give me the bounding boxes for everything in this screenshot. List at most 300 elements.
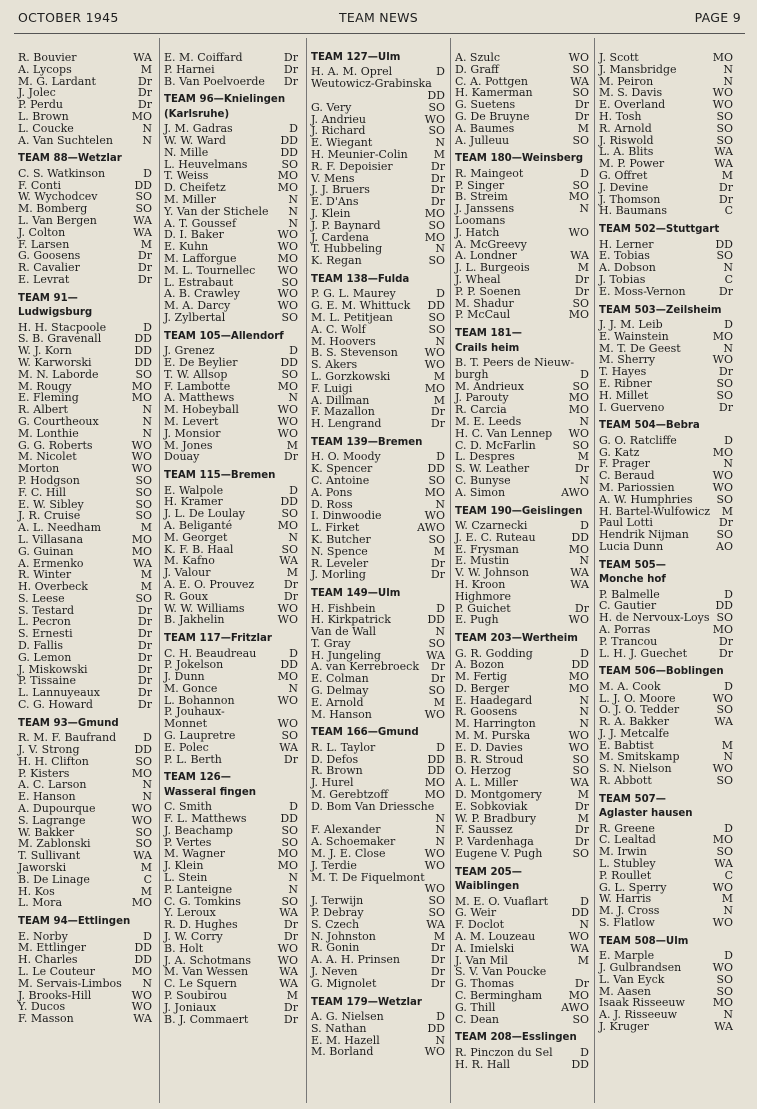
member-name: A. C. Wolf xyxy=(311,322,366,336)
member-name: M. Rougy xyxy=(18,379,72,393)
member-name: A. C. Larson xyxy=(18,778,87,792)
roster-entry xyxy=(164,428,298,440)
roster-entry xyxy=(599,681,733,693)
member-name: R. Winter xyxy=(18,568,72,582)
member-name: M. Sherry xyxy=(599,353,656,367)
member-role: N xyxy=(723,62,733,76)
member-name: V. W. Johnson xyxy=(455,566,529,580)
member-role: MO xyxy=(424,776,445,790)
team-heading: TEAM 190—Geislingen xyxy=(455,505,583,517)
member-role: DD xyxy=(427,764,445,778)
team-heading: TEAM 96—Knielingen xyxy=(164,94,286,106)
member-role: MO xyxy=(277,251,298,265)
roster-entry xyxy=(311,569,445,581)
roster-entry xyxy=(311,161,445,173)
team-location: (Karlsruhe) xyxy=(164,108,230,120)
roster-entry xyxy=(311,383,445,395)
member-name: G. G. Roberts xyxy=(18,438,93,452)
member-name: E. D. Davies xyxy=(455,740,523,754)
member-role: N xyxy=(142,790,152,804)
member-name: F. Luigi xyxy=(311,381,353,395)
member-role: D xyxy=(724,949,733,963)
member-role: DD xyxy=(280,495,298,509)
member-role: MO xyxy=(131,532,152,546)
member-role: MO xyxy=(131,766,152,780)
team-heading: TEAM 180—Weinsberg xyxy=(455,153,584,165)
roster-entry xyxy=(599,111,733,123)
member-name: M. T. De Geest xyxy=(599,341,681,355)
member-role: SO xyxy=(716,388,733,402)
member-name: H. Tosh xyxy=(599,109,642,123)
roster-entry xyxy=(18,897,152,909)
member-name: M. Van Wessen xyxy=(164,965,249,979)
member-role: WO xyxy=(424,707,445,721)
member-role: SO xyxy=(281,310,298,324)
member-role: N xyxy=(435,823,445,837)
member-name: J. Morling xyxy=(311,568,366,582)
member-role: Dr xyxy=(137,627,152,641)
member-role: WO xyxy=(277,414,298,428)
member-name: M. A. Darcy xyxy=(164,299,231,313)
member-name: J. J. Bruers xyxy=(311,183,370,197)
roster-entry xyxy=(455,943,589,955)
member-name: G. Mignolet xyxy=(311,976,377,990)
roster-entry xyxy=(599,775,733,787)
member-name: P. Jouhaux- xyxy=(164,705,225,719)
member-role: N xyxy=(435,1033,445,1047)
member-name: H. Kos xyxy=(18,884,55,898)
member-name: A. Szulc xyxy=(455,51,501,64)
member-role: M xyxy=(433,369,445,383)
member-name: M. Ettlinger xyxy=(18,941,87,955)
member-name: D. Defos xyxy=(311,752,359,766)
member-role: SO xyxy=(135,509,152,523)
member-role: SO xyxy=(281,275,298,289)
member-role: DD xyxy=(134,953,152,967)
roster-entry xyxy=(599,482,733,494)
member-role: Dr xyxy=(137,639,152,653)
member-role: M xyxy=(577,811,589,825)
roster-entry xyxy=(311,149,445,161)
member-role: WA xyxy=(570,776,589,790)
member-role: DD xyxy=(134,743,152,757)
member-role: Dr xyxy=(430,953,445,967)
roster-entry xyxy=(455,286,589,298)
team-heading: TEAM 149—Ulm xyxy=(311,588,401,600)
member-name: J. Neven xyxy=(311,965,358,979)
member-role: Dr xyxy=(430,965,445,979)
member-name: C. Dean xyxy=(455,1012,499,1026)
member-name: M. Servais-Limbos xyxy=(18,976,122,990)
member-role: WO xyxy=(712,691,733,705)
member-name: M. Pariossien xyxy=(599,480,675,494)
member-name: F. Conti xyxy=(18,178,61,192)
roster-entry xyxy=(164,76,298,88)
member-role: N xyxy=(579,918,589,932)
roster-entry xyxy=(455,683,589,695)
roster-entry xyxy=(311,102,445,114)
member-name: P. Perdu xyxy=(18,98,63,112)
member-name: A. Dillman xyxy=(311,393,370,407)
member-role: Dr xyxy=(283,752,298,766)
member-name: J. Kruger xyxy=(599,1020,649,1034)
roster-entry xyxy=(599,378,733,390)
column-divider xyxy=(450,38,451,1103)
member-role: N xyxy=(142,976,152,990)
member-role: WA xyxy=(570,249,589,263)
roster-entry xyxy=(311,208,445,220)
member-role: D xyxy=(724,433,733,447)
member-name: M. Gonce xyxy=(164,681,218,695)
roster-entry xyxy=(164,742,298,754)
member-role: Dr xyxy=(137,603,152,617)
roster-entry xyxy=(311,371,445,383)
member-name: M. Kafno xyxy=(164,554,215,568)
member-role: Dr xyxy=(283,450,298,464)
member-role: M xyxy=(577,788,589,802)
roster-entry xyxy=(18,487,152,499)
member-name: T. Sullivant xyxy=(18,849,81,863)
member-name: L. Firket xyxy=(311,521,360,535)
roster-entry xyxy=(164,1002,298,1014)
roster-entry xyxy=(455,1059,589,1071)
member-name: B. R. Stroud xyxy=(455,752,524,766)
roster-entry xyxy=(311,324,445,336)
member-name: S. Czech xyxy=(311,917,360,931)
member-role: WO xyxy=(424,847,445,861)
member-role: WO xyxy=(277,240,298,254)
member-name: H. Charles xyxy=(18,953,78,967)
member-role: WO xyxy=(277,717,298,731)
member-role: M xyxy=(286,438,298,452)
member-role: D xyxy=(436,287,445,301)
member-role: MO xyxy=(277,181,298,195)
member-name: R. Greene xyxy=(599,821,655,835)
team-heading: TEAM 88—Wetzlar xyxy=(18,153,122,165)
member-role: WO xyxy=(131,462,152,476)
member-name: H. Bartel-Wulfowicz xyxy=(599,504,711,518)
member-name: K. Regan xyxy=(311,254,362,268)
member-role: D xyxy=(289,800,298,814)
roster-entry xyxy=(18,135,152,147)
roster-entry xyxy=(164,265,298,277)
member-name: E. Kuhn xyxy=(164,240,209,254)
member-role: WO xyxy=(712,86,733,100)
member-name: P. Singer xyxy=(455,178,505,192)
member-name: J. Mansbridge xyxy=(599,62,677,76)
member-role: SO xyxy=(428,322,445,336)
member-name: D. Graff xyxy=(455,62,499,76)
member-role: DD xyxy=(427,299,445,313)
member-role: N xyxy=(288,192,298,206)
member-role: N xyxy=(579,717,589,731)
member-name: P. Kisters xyxy=(18,766,70,780)
member-name: L. Mora xyxy=(18,896,62,910)
member-name: B. Streim xyxy=(455,190,508,204)
member-role: D xyxy=(289,483,298,497)
member-name: P. L. Berth xyxy=(164,752,222,766)
member-name: E. Colman xyxy=(311,672,369,686)
member-role: WA xyxy=(279,965,298,979)
member-role: Dr xyxy=(137,650,152,664)
member-name: M. Lafforgue xyxy=(164,251,237,265)
roster-entry xyxy=(18,227,152,239)
member-role: WO xyxy=(131,813,152,827)
member-role: Dr xyxy=(430,568,445,582)
member-role: N xyxy=(723,1008,733,1022)
member-role: SO xyxy=(281,507,298,521)
member-name: J. Gulbrandsen xyxy=(599,961,682,975)
member-name: L. Lannuyeaux xyxy=(18,686,100,700)
member-role: Dr xyxy=(574,272,589,286)
member-role: N xyxy=(579,705,589,719)
member-name: H. Kroon xyxy=(455,577,506,591)
member-name: P. McCaul xyxy=(455,308,511,322)
member-name: W. Czarnecki xyxy=(455,518,528,532)
roster-entry xyxy=(311,1023,445,1035)
member-name: A. Van Suchtelen xyxy=(18,133,113,147)
member-role: SO xyxy=(428,473,445,487)
roster-entry xyxy=(599,123,733,135)
team-heading: TEAM 117—Fritzlar xyxy=(164,633,272,645)
member-role: WO xyxy=(131,1000,152,1014)
member-name: M. Peiron xyxy=(599,74,654,88)
member-name: W. Wychodcev xyxy=(18,190,98,204)
member-name: P. Soubirou xyxy=(164,989,227,1003)
member-role: SO xyxy=(428,636,445,650)
member-name: E. Marple xyxy=(599,949,655,963)
member-role: SO xyxy=(572,438,589,452)
member-role: N xyxy=(288,530,298,544)
member-name: M. J. E. Close xyxy=(311,847,386,861)
member-name: L. Van Eyck xyxy=(599,972,665,986)
member-name: L. Coucke xyxy=(18,121,74,135)
member-role: MO xyxy=(568,308,589,322)
roster-entry xyxy=(311,475,445,487)
member-role: N xyxy=(142,426,152,440)
member-name: C. H. Beaudreau xyxy=(164,646,257,660)
member-name: E. Walpole xyxy=(164,483,224,497)
member-role: MO xyxy=(131,896,152,910)
column-divider xyxy=(306,38,307,1103)
member-name: K. Butcher xyxy=(311,532,371,546)
member-name: R. Cavalier xyxy=(18,261,80,275)
member-name: E. Fleming xyxy=(18,391,79,405)
member-role: Dr xyxy=(137,74,152,88)
member-name: M. G. Lardant xyxy=(18,74,96,88)
member-role: Dr xyxy=(137,615,152,629)
roster-entry xyxy=(599,435,733,447)
member-role: SO xyxy=(572,1012,589,1026)
member-name: J. Joniaux xyxy=(164,1000,217,1014)
member-role: Dr xyxy=(137,698,152,712)
member-role: WO xyxy=(131,450,152,464)
member-name: F. Prager xyxy=(599,457,650,471)
member-role: Dr xyxy=(574,462,589,476)
member-role: M xyxy=(140,884,152,898)
member-name: H. Lengrand xyxy=(311,417,382,431)
roster-entry xyxy=(455,1002,589,1014)
page-header xyxy=(0,10,757,32)
member-role: DD xyxy=(427,1021,445,1035)
team-heading: TEAM 502—Stuttgart xyxy=(599,224,720,236)
member-role: Dr xyxy=(574,823,589,837)
roster-entry xyxy=(311,860,445,872)
member-role: Dr xyxy=(137,272,152,286)
member-role: WO xyxy=(568,740,589,754)
member-name: W. P. Bradbury xyxy=(455,811,537,825)
member-name: C. G. Tomkins xyxy=(164,894,241,908)
member-role: SO xyxy=(716,121,733,135)
member-role: N xyxy=(288,681,298,695)
member-name: J. Tobias xyxy=(599,272,646,286)
member-name: G. Lemon xyxy=(18,650,72,664)
roster-entry xyxy=(164,312,298,324)
member-role: D xyxy=(143,929,152,943)
member-role: DD xyxy=(280,355,298,369)
roster-entry xyxy=(599,648,733,660)
member-name: R. Goux xyxy=(164,589,208,603)
member-name: P. Debray xyxy=(311,906,364,920)
member-role: SO xyxy=(135,190,152,204)
member-name: J. Jolec xyxy=(18,86,56,100)
member-role: Dr xyxy=(430,159,445,173)
member-role: SO xyxy=(428,100,445,114)
member-role: WA xyxy=(133,225,152,239)
member-name: Lucia Dunn xyxy=(599,539,664,553)
member-role: D xyxy=(289,344,298,358)
member-name: Y. Leroux xyxy=(164,906,216,920)
page-number: PAGE 9 xyxy=(694,10,741,25)
member-role: WO xyxy=(568,426,589,440)
member-name: E. Moss-Vernon xyxy=(599,284,686,298)
member-role: M xyxy=(433,393,445,407)
member-role: WA xyxy=(279,740,298,754)
team-heading: TEAM 138—Fulda xyxy=(311,273,410,285)
member-name: N. Johnston xyxy=(311,929,376,943)
roster-entry xyxy=(311,534,445,546)
roster-entry xyxy=(599,319,733,331)
member-role: DD xyxy=(715,599,733,613)
member-name: G. R. Godding xyxy=(455,646,533,660)
member-name: M. Smitskamp xyxy=(599,750,680,764)
roster-entry xyxy=(455,742,589,754)
member-name: L. Pecron xyxy=(18,615,71,629)
member-name: Highmore xyxy=(455,589,512,603)
roster-entry xyxy=(311,255,445,267)
member-name: L. Bohannon xyxy=(164,693,235,707)
member-role: Dr xyxy=(430,672,445,686)
member-role: DD xyxy=(571,1057,589,1071)
member-name: T. Gray xyxy=(311,636,351,650)
roster-entry xyxy=(18,111,152,123)
member-name: B. Van Poelvoerde xyxy=(164,74,265,88)
member-role: MO xyxy=(277,859,298,873)
roster-entry xyxy=(18,416,152,428)
roster-entry xyxy=(311,742,445,754)
member-name: M. Georget xyxy=(164,530,228,544)
member-name: A. G. Nielsen xyxy=(311,1010,384,1024)
roster-entry xyxy=(164,884,298,896)
member-role: WA xyxy=(133,556,152,570)
member-name: J. M. Gadras xyxy=(164,122,233,136)
member-role: WO xyxy=(712,961,733,975)
member-name: C. Lealtad xyxy=(599,833,656,847)
member-name: L. Gorzkowski xyxy=(311,369,391,383)
member-name: H. A. M. Oprel xyxy=(311,65,393,79)
member-name: Loomans xyxy=(455,213,506,227)
member-role: N xyxy=(579,473,589,487)
roster-entry xyxy=(599,331,733,343)
member-name: A. Dupourque xyxy=(18,802,96,816)
member-name: E. Frysman xyxy=(455,542,519,556)
member-name: S. Leese xyxy=(18,591,65,605)
member-name: M. Hoovers xyxy=(311,334,376,348)
roster-entry xyxy=(455,1047,589,1059)
member-role: N xyxy=(435,242,445,256)
member-name: A. A. H. Prinsen xyxy=(311,953,400,967)
roster-entry xyxy=(455,428,589,440)
member-role: N xyxy=(435,811,445,825)
roster-entry xyxy=(455,215,589,227)
member-name: M. Levert xyxy=(164,414,219,428)
roster-entry xyxy=(18,215,152,227)
roster-entry xyxy=(164,683,298,695)
member-name: J. Thomson xyxy=(599,192,661,206)
member-name: M. Bomberg xyxy=(18,202,88,216)
member-name: R. Goosens xyxy=(455,705,518,719)
member-name: B. De Linage xyxy=(18,872,90,886)
roster-entry xyxy=(455,801,589,813)
member-role: SO xyxy=(281,367,298,381)
member-role: DD xyxy=(280,658,298,672)
member-role: D xyxy=(436,450,445,464)
member-name: P. Trancou xyxy=(599,634,658,648)
member-role: N xyxy=(142,403,152,417)
member-role: D xyxy=(580,518,589,532)
member-role: Dr xyxy=(137,86,152,100)
member-role: MO xyxy=(568,989,589,1003)
member-name: C. Antoine xyxy=(311,473,370,487)
member-role: WO xyxy=(424,509,445,523)
member-role: SO xyxy=(716,249,733,263)
roster-entry xyxy=(599,624,733,636)
member-role: SO xyxy=(281,894,298,908)
member-name: G. Thill xyxy=(455,1000,496,1014)
member-role: WO xyxy=(568,729,589,743)
member-role: SO xyxy=(428,124,445,138)
roster-entry xyxy=(599,205,733,217)
member-role: N xyxy=(288,391,298,405)
member-name: B. S. Stevenson xyxy=(311,346,398,360)
member-role: WA xyxy=(279,906,298,920)
team-heading: TEAM 507— xyxy=(599,793,666,805)
member-role: SO xyxy=(572,752,589,766)
member-role: D xyxy=(580,367,589,381)
roster-entry xyxy=(599,1021,733,1033)
member-role: MO xyxy=(131,544,152,558)
member-role: D xyxy=(724,821,733,835)
member-name: W. W. Ward xyxy=(164,134,226,147)
member-role: DD xyxy=(280,145,298,159)
member-name: M. Lonthie xyxy=(18,426,79,440)
member-name: H. O. Moody xyxy=(311,450,381,464)
member-name: C. A. Pottgen xyxy=(455,74,529,88)
member-role: M xyxy=(286,566,298,580)
member-name: J. Terwijn xyxy=(311,894,364,908)
member-role: Dr xyxy=(137,686,152,700)
member-name: A. Baumes xyxy=(455,121,515,135)
